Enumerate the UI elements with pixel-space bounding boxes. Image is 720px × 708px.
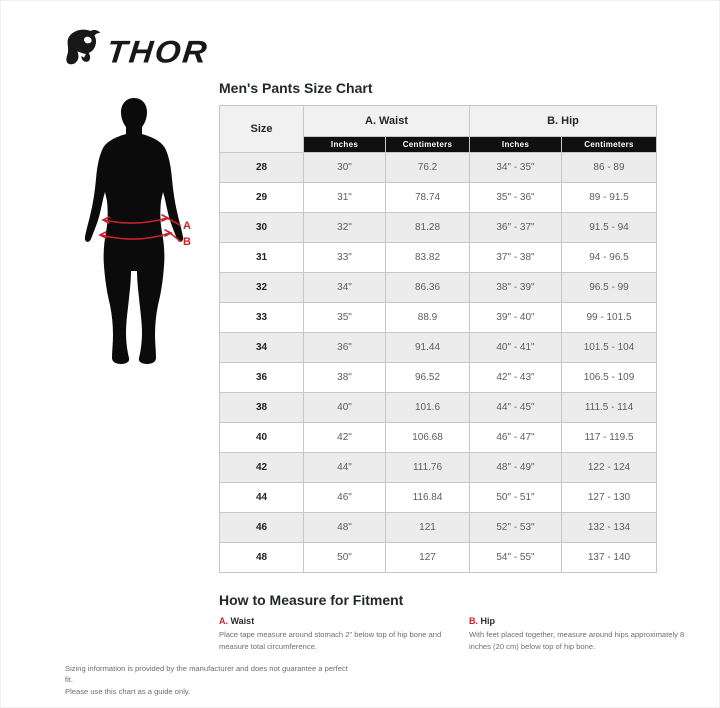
hip-inches-cell: 37" - 38" [470,243,562,273]
table-row [220,513,657,543]
size-cell: 33 [220,303,304,333]
hip-inches-cell: 44" - 45" [470,393,562,423]
brand-wordmark: THOR [105,33,211,69]
waist-inches-header: Inches [304,137,386,153]
waist-inches-cell: 40" [304,393,386,423]
waist-centimeters-header: Centimeters [386,137,470,153]
hip-centimeters-header: Centimeters [562,137,657,153]
waist-centimeters-cell: 121 [386,513,470,543]
hip-centimeters-cell: 137 - 140 [562,543,657,573]
size-cell: 40 [220,423,304,453]
hip-inches-cell: 50" - 51" [470,483,562,513]
hip-inches-cell: 42" - 43" [470,363,562,393]
measure-name-hip: Hip [480,616,496,626]
size-cell: 29 [220,183,304,213]
hip-centimeters-cell: 101.5 - 104 [562,333,657,363]
size-cell: 34 [220,333,304,363]
waist-inches-cell: 36" [304,333,386,363]
hip-centimeters-cell: 89 - 91.5 [562,183,657,213]
table-row [220,363,657,393]
hip-centimeters-cell: 91.5 - 94 [562,213,657,243]
waist-centimeters-cell: 81.28 [386,213,470,243]
waist-centimeters-cell: 106.68 [386,423,470,453]
hip-centimeters-cell: 117 - 119.5 [562,423,657,453]
waist-inches-cell: 32" [304,213,386,243]
measure-text-waist: Place tape measure around stomach 2" below top of hip bone and measure total circumference. [219,630,442,651]
measure-heading: How to Measure for Fitment [219,592,404,608]
waist-centimeters-cell: 83.82 [386,243,470,273]
waist-inches-cell: 31" [304,183,386,213]
waist-inches-cell: 30" [304,153,386,183]
table-row [220,183,657,213]
waist-centimeters-cell: 101.6 [386,393,470,423]
waist-inches-cell: 48" [304,513,386,543]
footer-disclaimer [65,663,350,697]
hip-group-header: B. Hip [470,106,657,137]
table-row [220,303,657,333]
footer-line-1: Sizing information is provided by the manufacturer and does not guarantee a perfect fit. [65,664,348,685]
table-group-header-row [220,106,657,137]
size-cell: 46 [220,513,304,543]
label-b: B [183,236,191,248]
hip-centimeters-cell: 132 - 134 [562,513,657,543]
size-cell: 36 [220,363,304,393]
hip-inches-cell: 36" - 37" [470,213,562,243]
size-column-header: Size [220,106,304,153]
thor-helmet-icon [65,29,103,73]
waist-inches-cell: 34" [304,273,386,303]
hip-inches-cell: 38" - 39" [470,273,562,303]
measure-item-hip [469,616,689,653]
size-cell: 38 [220,393,304,423]
size-cell: 48 [220,543,304,573]
size-cell: 31 [220,243,304,273]
hip-inches-cell: 34" - 35" [470,153,562,183]
waist-centimeters-cell: 96.52 [386,363,470,393]
measure-text-hip: With feet placed together, measure around hips approximately 8 inches (20 cm) below top of hip bone. [469,630,685,651]
size-cell: 44 [220,483,304,513]
waist-centimeters-cell: 76.2 [386,153,470,183]
measure-name-waist: Waist [230,616,255,626]
waist-group-header: A. Waist [304,106,470,137]
waist-inches-cell: 44" [304,453,386,483]
waist-centimeters-cell: 116.84 [386,483,470,513]
table-row [220,483,657,513]
size-cell: 42 [220,453,304,483]
hip-inches-cell: 39" - 40" [470,303,562,333]
table-row [220,423,657,453]
waist-inches-cell: 46" [304,483,386,513]
measure-item-hip-title [469,616,689,626]
label-a: A [183,220,191,232]
size-table [219,105,657,573]
hip-centimeters-cell: 99 - 101.5 [562,303,657,333]
hip-inches-cell: 35" - 36" [470,183,562,213]
page-title: Men's Pants Size Chart [219,80,373,96]
measure-key-b: B. [469,616,478,626]
hip-inches-cell: 48" - 49" [470,453,562,483]
brand-logo [65,29,209,73]
footer-line-2: Please use this chart as a guide only. [65,686,191,696]
waist-centimeters-cell: 88.9 [386,303,470,333]
waist-centimeters-cell: 86.36 [386,273,470,303]
table-row [220,453,657,483]
table-row [220,153,657,183]
hip-centimeters-cell: 127 - 130 [562,483,657,513]
table-row [220,243,657,273]
measure-item-waist [219,616,467,653]
waist-inches-cell: 33" [304,243,386,273]
table-row [220,273,657,303]
table-row [220,213,657,243]
waist-inches-cell: 35" [304,303,386,333]
hip-centimeters-cell: 122 - 124 [562,453,657,483]
table-row [220,393,657,423]
hip-inches-cell: 54" - 55" [470,543,562,573]
size-cell: 28 [220,153,304,183]
hip-centimeters-cell: 94 - 96.5 [562,243,657,273]
waist-inches-cell: 50" [304,543,386,573]
measure-item-waist-title [219,616,467,626]
table-row [220,333,657,363]
hip-inches-header: Inches [470,137,562,153]
size-table-body [220,153,657,573]
size-cell: 30 [220,213,304,243]
waist-inches-cell: 42" [304,423,386,453]
hip-inches-cell: 46" - 47" [470,423,562,453]
waist-inches-cell: 38" [304,363,386,393]
waist-centimeters-cell: 127 [386,543,470,573]
measure-key-a: A. [219,616,228,626]
hip-inches-cell: 40" - 41" [470,333,562,363]
waist-centimeters-cell: 111.76 [386,453,470,483]
waist-centimeters-cell: 78.74 [386,183,470,213]
table-row [220,543,657,573]
hip-inches-cell: 52" - 53" [470,513,562,543]
body-silhouette-figure [56,95,216,400]
size-cell: 32 [220,273,304,303]
waist-centimeters-cell: 91.44 [386,333,470,363]
hip-centimeters-cell: 86 - 89 [562,153,657,183]
hip-centimeters-cell: 96.5 - 99 [562,273,657,303]
hip-centimeters-cell: 106.5 - 109 [562,363,657,393]
hip-centimeters-cell: 111.5 - 114 [562,393,657,423]
